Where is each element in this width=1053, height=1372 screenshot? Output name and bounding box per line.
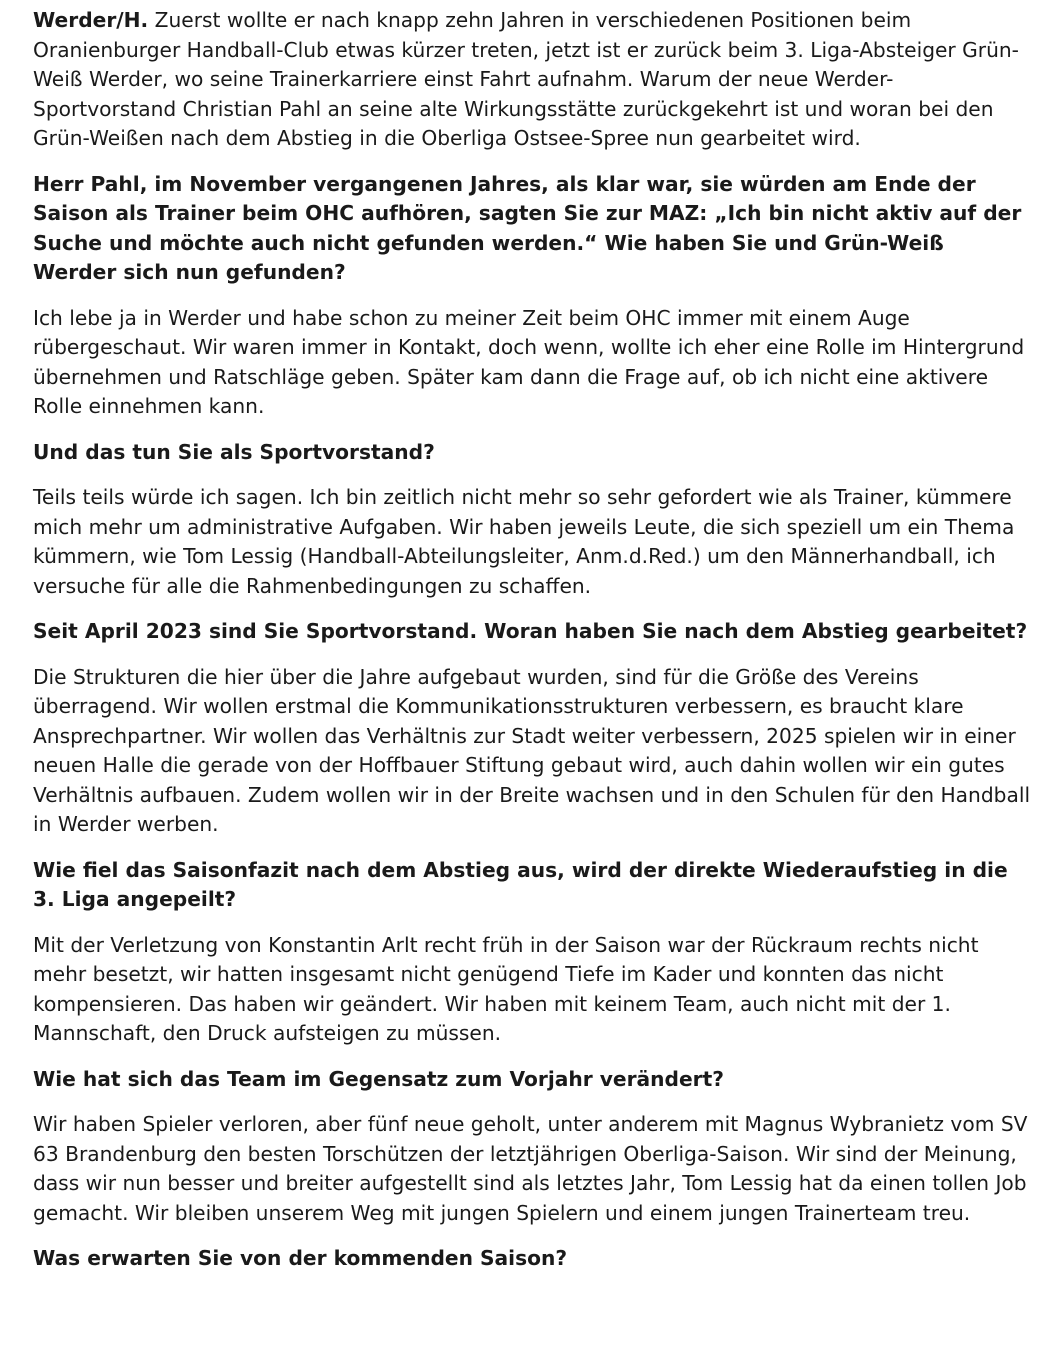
interview-question-2: Und das tun Sie als Sportvorstand? <box>33 439 435 464</box>
interview-question-5: Wie hat sich das Team im Gegensatz zum Vorjahr verändert? <box>33 1066 724 1091</box>
dateline: Werder/H. <box>33 8 149 32</box>
interview-answer-2: Teils teils würde ich sagen. Ich bin zeitlich nicht mehr so sehr gefordert wie als Trainer, kümmere mich mehr um administrative Aufgaben. Wir haben jeweils Leute, die sich speziell um ein Thema kümmern, wie Tom Lessig (Handball-Abteilungsleiter, Anm.d.Red.) um den Männerhandball, ich versuche für alle die Rahmenbedingungen zu schaffen. <box>33 485 1015 598</box>
interview-question-6: Was erwarten Sie von der kommenden Saison? <box>33 1246 568 1270</box>
interview-question-3: Seit April 2023 sind Sie Sportvorstand. Woran haben Sie nach dem Abstieg gearbeitet? <box>33 619 1028 643</box>
intro-paragraph <box>33 6 1033 154</box>
interview-answer-1: Ich lebe ja in Werder und habe schon zu meiner Zeit beim OHC immer mit einem Auge rübergeschaut. Wir waren immer in Kontakt, doch wenn, wollte ich eher eine Rolle im Hintergrund übernehmen und Ratschläge geben. Später kam dann die Frage auf, ob ich nicht eine aktivere Rolle einnehmen kann. <box>33 305 1025 418</box>
interview-question-4: Wie fiel das Saisonfazit nach dem Abstieg aus, wird der direkte Wiederaufstieg in die 3. Liga angepeilt? <box>33 857 1008 911</box>
interview-answer-4: Mit der Verletzung von Konstantin Arlt recht früh in der Saison war der Rückraum rechts nicht mehr besetzt, wir hatten insgesamt nicht genügend Tiefe im Kader und konnten das nicht kompensieren. Das haben wir geändert. Wir haben mit keinem Team, auch nicht mit der 1. Mannschaft, den Druck aufsteigen zu müssen. <box>33 932 979 1045</box>
intro-text: Zuerst wollte er nach knapp zehn Jahren in verschiedenen Positionen beim Oranienburger Handball-Club etwas kürzer treten, jetzt ist er zurück beim 3. Liga-Absteiger Grün-Weiß Werder, wo seine Trainerkarriere einst Fahrt aufnahm. Warum der neue Werder-Sportvorstand Christian Pahl an seine alte Wirkungsstätte zurückgekehrt ist und woran bei den Grün-Weißen nach dem Abstieg in die Oberliga Ostsee-Spree nun gearbeitet wird. <box>33 8 1019 150</box>
article <box>33 6 1033 1290</box>
interview-question-1: Herr Pahl, im November vergangenen Jahres, als klar war, sie würden am Ende der Saison als Trainer beim OHC aufhören, sagten Sie zur MAZ: „Ich bin nicht aktiv auf der Suche und möchte auch nicht gefunden werden.“ Wie haben Sie und Grün-Weiß Werder sich nun gefunden? <box>33 171 1022 284</box>
interview-answer-5: Wir haben Spieler verloren, aber fünf neue geholt, unter anderem mit Magnus Wybranietz vom SV 63 Brandenburg den besten Torschützen der letztjährigen Oberliga-Saison. Wir sind der Meinung, dass wir nun besser und breiter aufgestellt sind als letztes Jahr, Tom Lessig hat da einen tollen Job gemacht. Wir bleiben unserem Weg mit jungen Spielern und einem jungen Trainerteam treu. <box>33 1112 1028 1225</box>
interview-answer-3: Die Strukturen die hier über die Jahre aufgebaut wurden, sind für die Größe des Vereins überragend. Wir wollen erstmal die Kommunikationsstrukturen verbessern, es braucht klare Ansprechpartner. Wir wollen das Verhältnis zur Stadt weiter verbessern, 2025 spielen wir in einer neuen Halle die gerade von der Hoffbauer Stiftung gebaut wird, auch dahin wollen wir ein gutes Verhältnis aufbauen. Zudem wollen wir in der Breite wachsen und in den Schulen für den Handball in Werder werben. <box>33 664 1031 836</box>
